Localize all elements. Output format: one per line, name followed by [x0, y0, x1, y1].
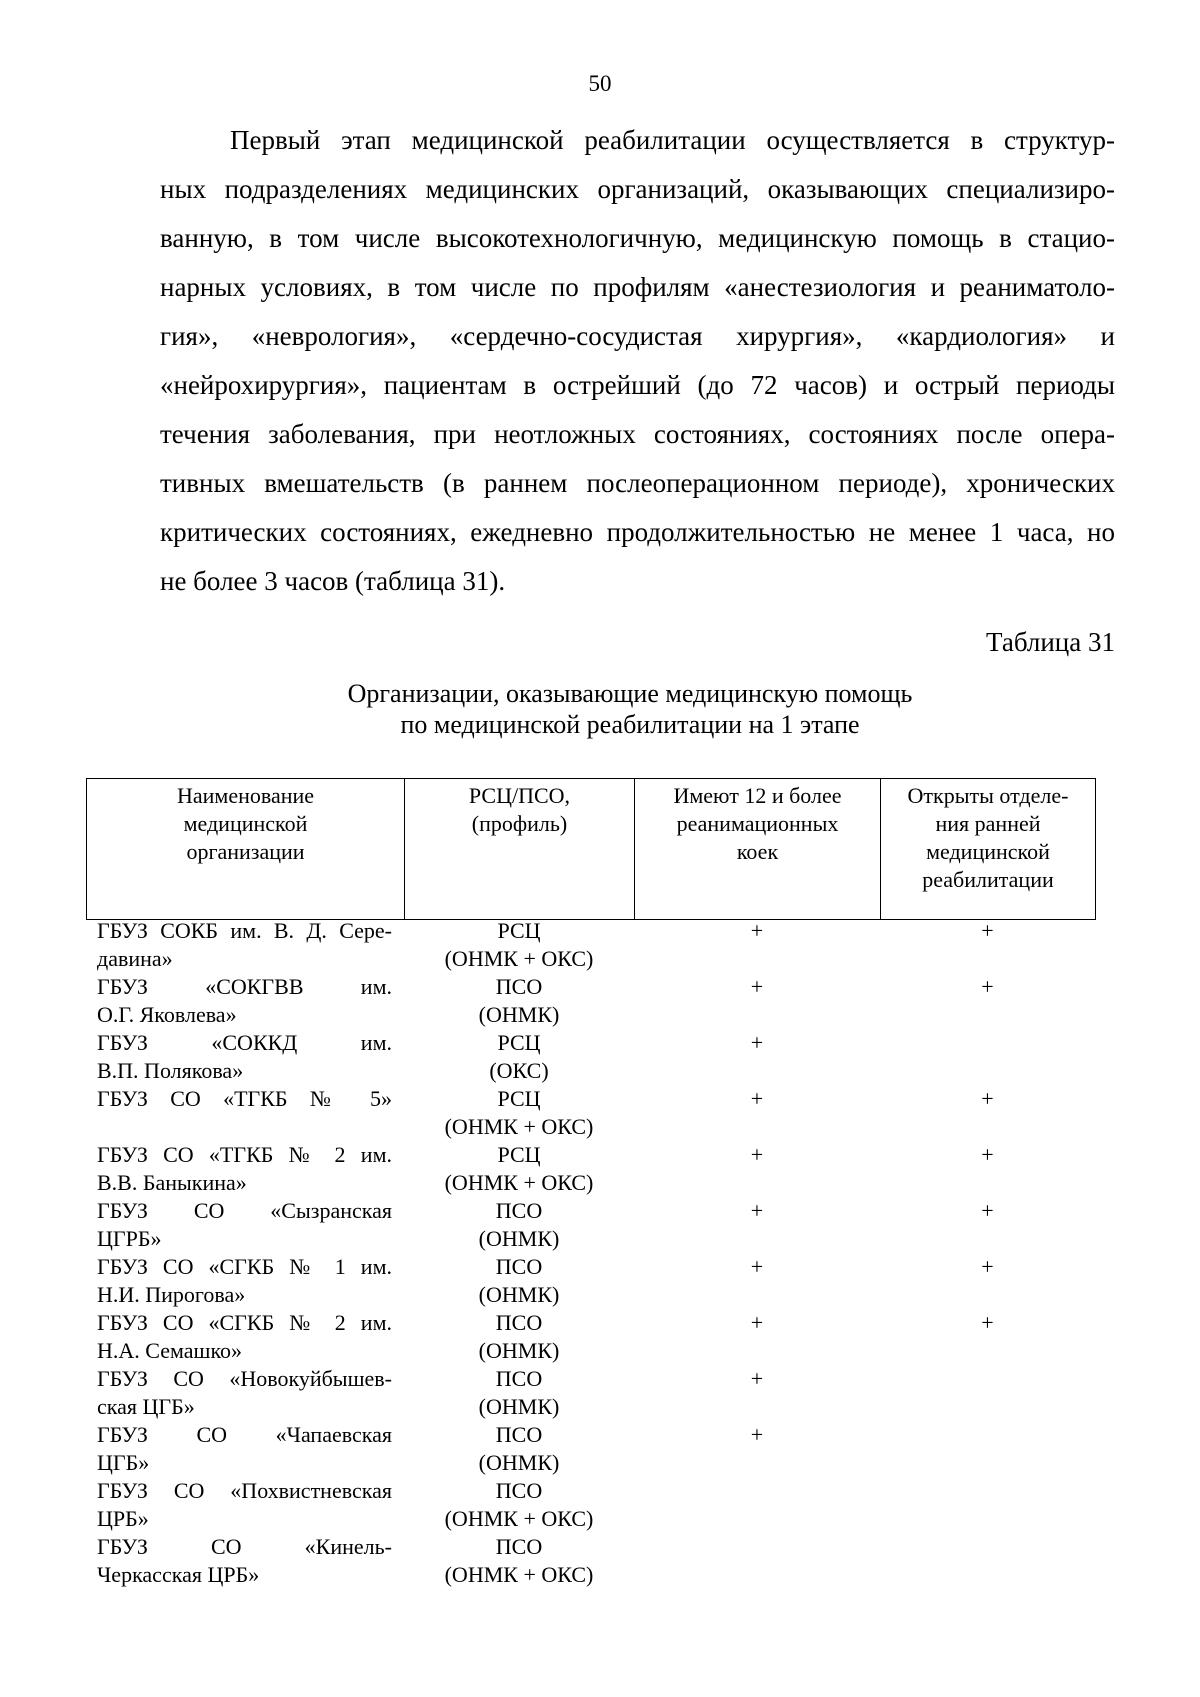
organization-name: ГБУЗ СО «ТГКБ № 5»: [97, 1086, 392, 1111]
table-row: [86, 1365, 1095, 1421]
department-mark: [880, 1365, 1095, 1421]
center-type: ПСО (ОНМК + ОКС): [444, 1478, 594, 1531]
page-number: 50: [588, 71, 612, 96]
center-type: РСЦ (ОНМК + ОКС): [444, 1142, 594, 1195]
organization-name: ГБУЗ СО «Чапаевская ЦГБ»: [97, 1422, 392, 1475]
organization-name: ГБУЗ СО «Кинель- Черкасская ЦРБ»: [97, 1534, 392, 1587]
beds-mark: +: [750, 1198, 764, 1223]
center-type: ПСО (ОНМК): [478, 974, 560, 1027]
center-type: ПСО (ОНМК): [478, 1310, 560, 1363]
table-row: [86, 1197, 1095, 1253]
organization-name: ГБУЗ СО «СГКБ № 1 им. Н.И. Пирогова»: [97, 1254, 392, 1307]
department-mark: +: [981, 1254, 994, 1279]
table-title-line: по медицинской реабилитации на 1 этапе: [400, 710, 860, 739]
department-mark: +: [981, 1142, 994, 1167]
paragraph-line: нарных условиях, в том числе по профилям «анестезиология и реаниматоло-: [160, 272, 1115, 302]
paragraph-line: ванную, в том числе высокотехнологичную, медицинскую помощь в стацио-: [160, 223, 1115, 253]
table-row: [86, 1029, 1095, 1085]
paragraph-line: ных подразделениях медицинских организаций, оказывающих специализиро-: [160, 174, 1115, 204]
center-type: РСЦ (ОНМК + ОКС): [444, 918, 594, 971]
beds-mark: +: [750, 1366, 764, 1391]
department-mark: [880, 1421, 1095, 1477]
beds-mark: +: [750, 1310, 764, 1335]
paragraph-line: критических состояниях, ежедневно продолжительностью не менее 1 часа, но: [160, 517, 1115, 547]
beds-mark: +: [750, 918, 764, 943]
center-type: ПСО (ОНМК): [478, 1254, 560, 1307]
beds-mark: +: [750, 1422, 764, 1447]
organization-name: ГБУЗ СО «Новокуйбышев- ская ЦГБ»: [97, 1366, 392, 1419]
department-mark: +: [981, 918, 994, 943]
table-title-line: Организации, оказывающие медицинскую помощь: [347, 679, 913, 708]
column-header-name: Наименование медицинской организации: [87, 779, 405, 920]
table-row: [86, 1085, 1095, 1141]
paragraph-line: тивных вмешательств (в раннем послеоперационном периоде), хронических: [160, 468, 1115, 498]
beds-mark: +: [750, 974, 764, 999]
beds-mark: [634, 1533, 880, 1589]
column-header-type: РСЦ/ПСО, (профиль): [405, 779, 635, 920]
organization-name: ГБУЗ СО «Похвистневская ЦРБ»: [97, 1478, 392, 1531]
table-row: [86, 1141, 1095, 1197]
department-mark: +: [981, 1086, 994, 1111]
paragraph-line: Первый этап медицинской реабилитации осуществляется в структур-: [230, 125, 1115, 155]
table-title: [0, 678, 1200, 740]
beds-mark: +: [750, 1086, 764, 1111]
table-row: [86, 1477, 1095, 1533]
organization-name: ГБУЗ «СОККД им. В.П. Полякова»: [97, 1030, 392, 1083]
center-type: РСЦ (ОНМК + ОКС): [444, 1086, 594, 1139]
column-header-beds: Имеют 12 и более реанимационных коек: [635, 779, 881, 920]
center-type: РСЦ (ОКС): [489, 1030, 549, 1083]
paragraph-line: течения заболевания, при неотложных состояниях, состояниях после опера-: [160, 419, 1115, 449]
beds-mark: +: [750, 1142, 764, 1167]
organization-name: ГБУЗ СОКБ им. В. Д. Сере- давина»: [97, 918, 392, 971]
table-row: [86, 1253, 1095, 1309]
department-mark: +: [981, 974, 994, 999]
paragraph-line: «нейрохирургия», пациентам в острейший (до 72 часов) и острый периоды: [160, 370, 1115, 400]
table-label: Таблица 31: [986, 627, 1115, 657]
center-type: ПСО (ОНМК): [478, 1366, 560, 1419]
department-mark: +: [981, 1198, 994, 1223]
header-row: [87, 779, 1096, 920]
table-row: [86, 1533, 1095, 1589]
center-type: ПСО (ОНМК): [478, 1198, 560, 1251]
center-type: ПСО (ОНМК + ОКС): [444, 1534, 594, 1587]
organization-name: ГБУЗ СО «СГКБ № 2 им. Н.А. Семашко»: [97, 1310, 392, 1363]
table-row: [86, 1421, 1095, 1477]
paragraph-line: гия», «неврология», «сердечно-сосудистая хирургия», «кардиология» и: [160, 321, 1115, 351]
department-mark: [880, 1477, 1095, 1533]
table-body: [86, 917, 1095, 1589]
body-paragraph: [160, 116, 1115, 606]
department-mark: [880, 1533, 1095, 1589]
paragraph-line: не более 3 часов (таблица 31).: [160, 566, 506, 596]
table-header: [86, 778, 1096, 920]
department-mark: [880, 1029, 1095, 1085]
beds-mark: +: [750, 1254, 764, 1279]
organization-name: ГБУЗ СО «Сызранская ЦГРБ»: [97, 1198, 392, 1251]
beds-mark: +: [750, 1030, 764, 1055]
beds-mark: [634, 1477, 880, 1533]
organization-name: ГБУЗ «СОКГВВ им. О.Г. Яковлева»: [97, 974, 392, 1027]
column-header-department: Открыты отделе- ния ранней медицинской реабилитации: [881, 779, 1096, 920]
table-row: [86, 1309, 1095, 1365]
center-type: ПСО (ОНМК): [478, 1422, 560, 1475]
table-row: [86, 973, 1095, 1029]
table-row: [86, 917, 1095, 973]
department-mark: +: [981, 1310, 994, 1335]
organization-name: ГБУЗ СО «ТГКБ № 2 им. В.В. Баныкина»: [97, 1142, 392, 1195]
